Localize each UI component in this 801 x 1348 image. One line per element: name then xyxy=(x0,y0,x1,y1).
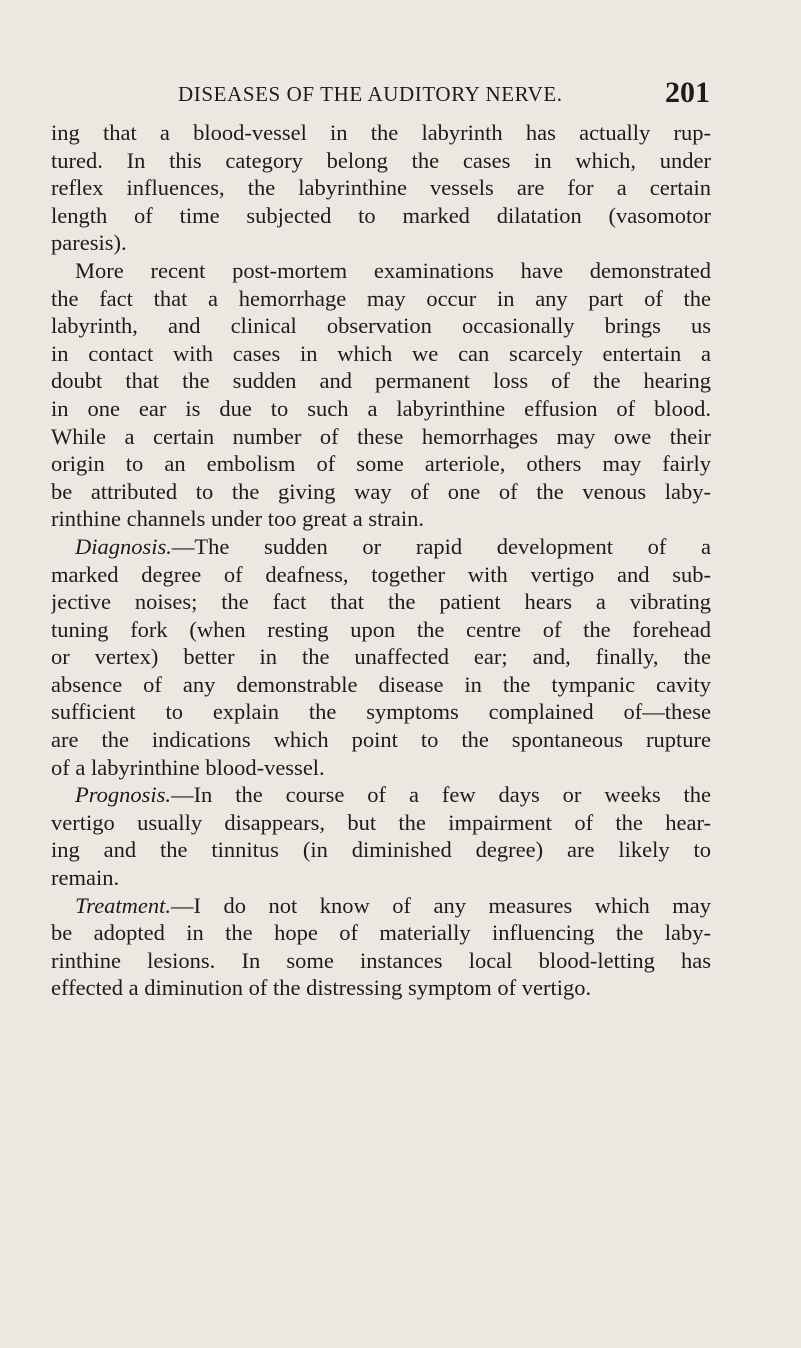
text-line: effected a diminution of the distressing symptom of vertigo. xyxy=(51,975,592,1001)
text-line: —The sudden or rapid development of a xyxy=(171,533,711,559)
text-line: origin to an embolism of some arteriole, others may fairly xyxy=(51,451,711,477)
text-line: the fact that a hemorrhage may occur in any part of the xyxy=(51,285,711,311)
text-line: paresis). xyxy=(51,230,127,256)
text-line: sufficient to explain the symptoms complained of—these xyxy=(51,699,711,725)
text-line: marked degree of deafness, together with vertigo and sub- xyxy=(51,561,711,587)
text-line: tured. In this category belong the cases in which, under xyxy=(51,147,711,173)
prognosis-paragraph-start xyxy=(51,781,711,809)
text-line: length of time subjected to marked dilatation (vasomotor xyxy=(51,202,711,228)
text-line: —In the course of a few days or weeks the xyxy=(171,782,711,808)
text-line: rinthine channels under too great a strain. xyxy=(51,506,424,532)
text-line: labyrinth, and clinical observation occasionally brings us xyxy=(51,313,711,339)
text-line: tuning fork (when resting upon the centre of the forehead xyxy=(51,616,711,642)
text-line: or vertex) better in the unaffected ear; and, finally, the xyxy=(51,644,711,670)
text-line: ing and the tinnitus (in diminished degree) are likely to xyxy=(51,837,711,863)
text-line: of a labyrinthine blood-vessel. xyxy=(51,754,325,780)
text-line: While a certain number of these hemorrhages may owe their xyxy=(51,423,711,449)
body-text xyxy=(51,119,711,1002)
text-line: be adopted in the hope of materially influencing the laby- xyxy=(51,920,711,946)
treatment-paragraph-start xyxy=(51,892,711,920)
text-line: ing that a blood-vessel in the labyrinth has actually rup- xyxy=(51,120,711,145)
text-line: in contact with cases in which we can scarcely entertain a xyxy=(51,340,711,366)
text-line: —I do not know of any measures which may xyxy=(171,892,711,918)
text-line: absence of any demonstrable disease in the tympanic cavity xyxy=(51,671,711,697)
text-line: in one ear is due to such a labyrinthine effusion of blood. xyxy=(51,395,711,421)
running-head-title: DISEASES OF THE AUDITORY NERVE. xyxy=(178,82,563,106)
text-line: doubt that the sudden and permanent loss of the hearing xyxy=(51,368,711,394)
text-line: reflex influences, the labyrinthine vessels are for a certain xyxy=(51,175,711,201)
running-head xyxy=(0,76,720,122)
text-line: remain. xyxy=(51,865,120,891)
text-line: More recent post-mortem examinations have demonstrated xyxy=(75,257,711,283)
prognosis-heading: Prognosis. xyxy=(75,782,172,808)
text-line: rinthine lesions. In some instances local blood-letting has xyxy=(51,947,711,973)
text-line: jective noises; the fact that the patient hears a vibrating xyxy=(51,589,711,615)
treatment-heading: Treatment. xyxy=(75,892,172,918)
diagnosis-heading: Diagnosis. xyxy=(75,533,172,559)
text-line: are the indications which point to the spontaneous rupture xyxy=(51,727,711,753)
page-number: 201 xyxy=(665,76,710,109)
diagnosis-paragraph-start xyxy=(51,533,711,561)
text-line: be attributed to the giving way of one of the venous laby- xyxy=(51,478,711,504)
text-line: vertigo usually disappears, but the impairment of the hear- xyxy=(51,809,711,835)
